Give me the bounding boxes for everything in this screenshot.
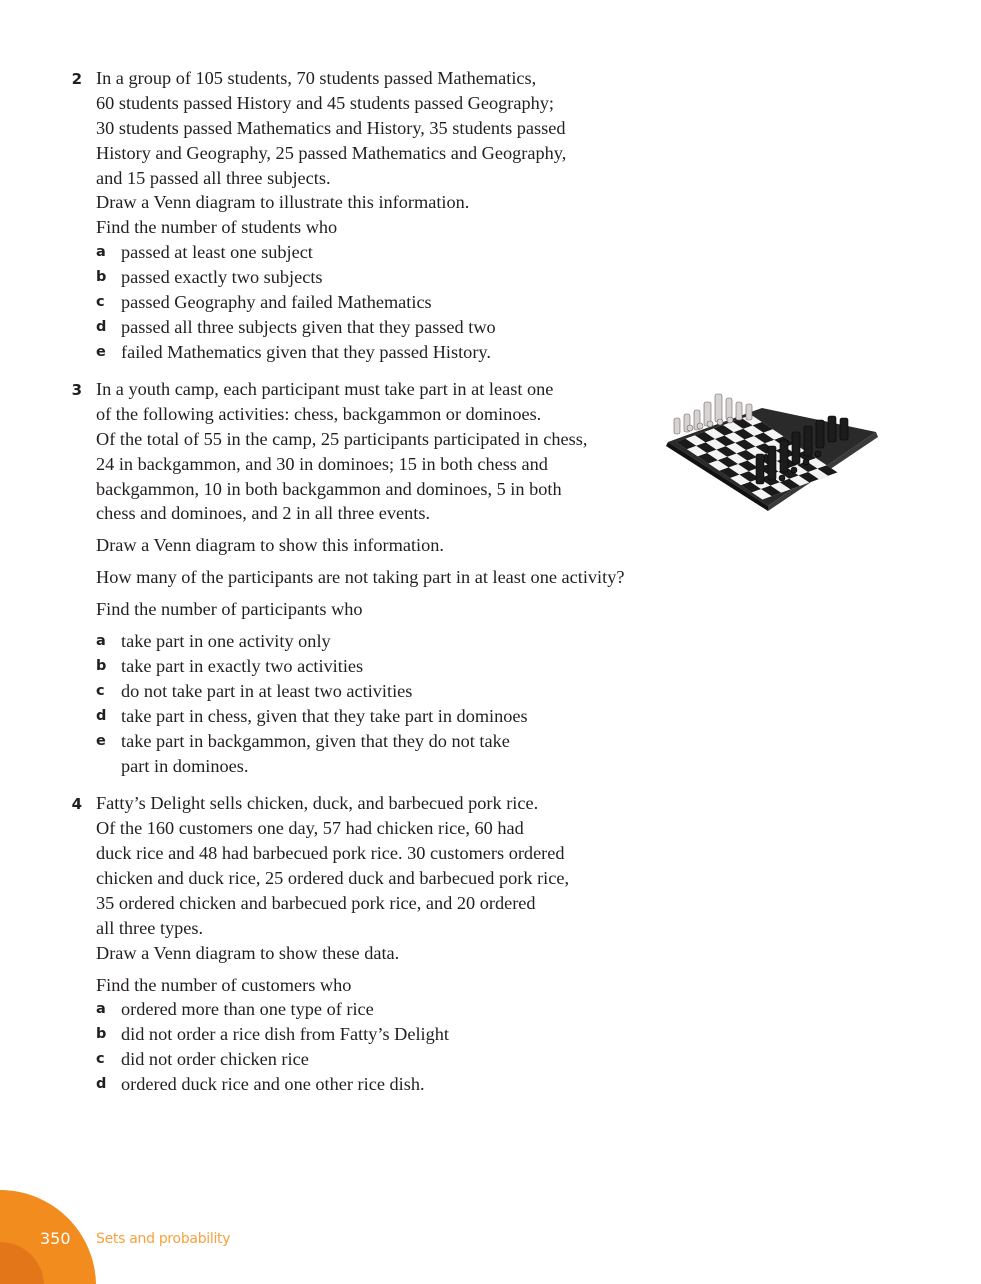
part-letter: a bbox=[96, 244, 106, 260]
question-line: 30 students passed Mathematics and History, 35 students passed bbox=[96, 118, 566, 138]
question-line: Draw a Venn diagram to show these data. bbox=[96, 943, 400, 963]
question-number: 2 bbox=[71, 70, 82, 88]
question-line: Find the number of customers who bbox=[96, 975, 352, 995]
part-letter: e bbox=[96, 733, 106, 749]
question-line: Of the 160 customers one day, 57 had chicken rice, 60 had bbox=[96, 818, 524, 838]
part-text: did not order a rice dish from Fatty’s Delight bbox=[121, 1024, 449, 1044]
part-text: passed exactly two subjects bbox=[121, 267, 323, 287]
part-text: do not take part in at least two activities bbox=[121, 681, 413, 701]
part-letter: d bbox=[96, 1076, 107, 1092]
question-number: 4 bbox=[71, 795, 82, 813]
question-line: How many of the participants are not taking part in at least one activity? bbox=[96, 567, 625, 587]
part-letter: e bbox=[96, 344, 106, 360]
question-line: 35 ordered chicken and barbecued pork rice, and 20 ordered bbox=[96, 893, 536, 913]
part-letter: c bbox=[96, 1051, 105, 1067]
part-letter: d bbox=[96, 319, 107, 335]
chessboard-photo bbox=[660, 380, 880, 512]
page-number: 350 bbox=[40, 1229, 71, 1248]
part-letter: a bbox=[96, 633, 106, 649]
part-letter: b bbox=[96, 658, 107, 674]
question-line: 60 students passed History and 45 students passed Geography; bbox=[96, 93, 554, 113]
part-letter: d bbox=[96, 708, 107, 724]
part-text: take part in backgammon, given that they do not take bbox=[121, 731, 510, 751]
question-line: chicken and duck rice, 25 ordered duck and barbecued pork rice, bbox=[96, 868, 570, 888]
question-line: In a youth camp, each participant must take part in at least one bbox=[96, 379, 554, 399]
question-line: Find the number of participants who bbox=[96, 599, 363, 619]
question-line: Draw a Venn diagram to show this information. bbox=[96, 535, 444, 555]
part-text: take part in one activity only bbox=[121, 631, 331, 651]
part-text: ordered duck rice and one other rice dish. bbox=[121, 1074, 425, 1094]
part-text: failed Mathematics given that they passed History. bbox=[121, 342, 491, 362]
question-line: 24 in backgammon, and 30 in dominoes; 15 in both chess and bbox=[96, 454, 548, 474]
part-text: passed at least one subject bbox=[121, 242, 313, 262]
question-line: and 15 passed all three subjects. bbox=[96, 168, 331, 188]
question-number: 3 bbox=[71, 381, 82, 399]
question-line: Draw a Venn diagram to illustrate this information. bbox=[96, 192, 470, 212]
part-text: passed Geography and failed Mathematics bbox=[121, 292, 432, 312]
question-line: of the following activities: chess, backgammon or dominoes. bbox=[96, 404, 542, 424]
part-text: ordered more than one type of rice bbox=[121, 999, 374, 1019]
part-text: did not order chicken rice bbox=[121, 1049, 309, 1069]
question-line: all three types. bbox=[96, 918, 204, 938]
question-line: History and Geography, 25 passed Mathematics and Geography, bbox=[96, 143, 567, 163]
part-letter: b bbox=[96, 1026, 107, 1042]
question-line: In a group of 105 students, 70 students passed Mathematics, bbox=[96, 68, 537, 88]
question-line: Find the number of students who bbox=[96, 217, 338, 237]
part-letter: c bbox=[96, 294, 105, 310]
question-line: Of the total of 55 in the camp, 25 participants participated in chess, bbox=[96, 429, 588, 449]
question-line: duck rice and 48 had barbecued pork rice. 30 customers ordered bbox=[96, 843, 565, 863]
part-letter: b bbox=[96, 269, 107, 285]
part-letter: a bbox=[96, 1001, 106, 1017]
question-line: chess and dominoes, and 2 in all three events. bbox=[96, 503, 431, 523]
footer-section-title: Sets and probability bbox=[96, 1231, 231, 1247]
part-letter: c bbox=[96, 683, 105, 699]
part-text: take part in chess, given that they take part in dominoes bbox=[121, 706, 528, 726]
question-line: backgammon, 10 in both backgammon and dominoes, 5 in both bbox=[96, 479, 562, 499]
part-text: passed all three subjects given that they passed two bbox=[121, 317, 496, 337]
part-text: take part in exactly two activities bbox=[121, 656, 364, 676]
part-text-continued: part in dominoes. bbox=[121, 756, 249, 776]
question-line: Fatty’s Delight sells chicken, duck, and barbecued pork rice. bbox=[96, 793, 539, 813]
